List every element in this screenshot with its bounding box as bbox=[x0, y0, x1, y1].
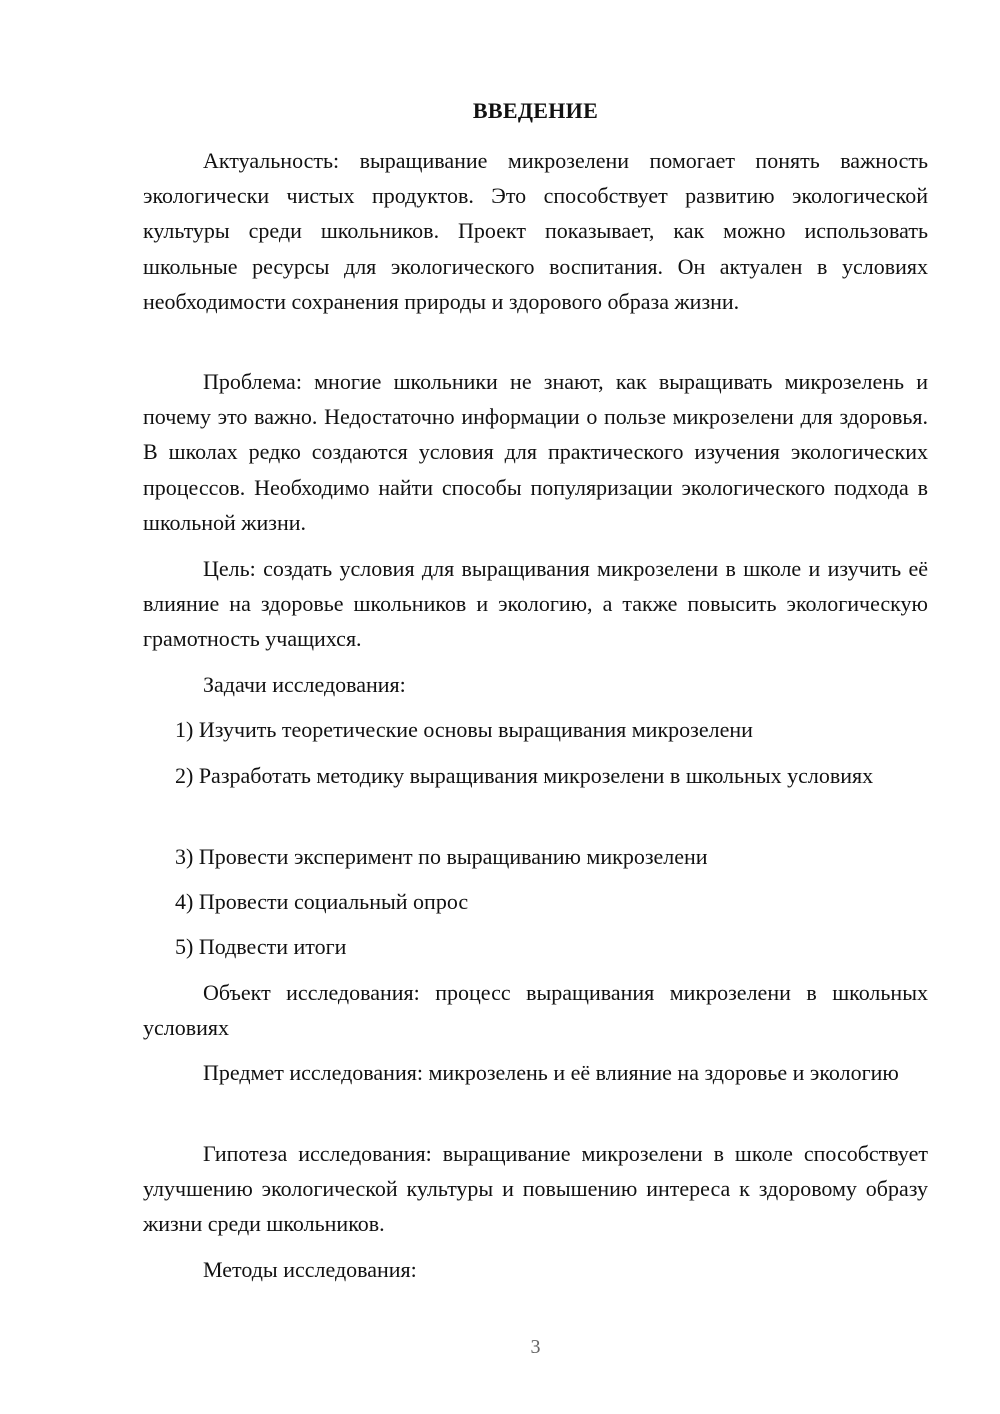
paragraph-hypothesis: Гипотеза исследования: выращивание микрозелени в школе способствует улучшению экологической культуры и повышению интереса к здоровому образу жизни среди школьников. bbox=[143, 1141, 928, 1237]
task-item-1: 1) Изучить теоретические основы выращивания микрозелени bbox=[175, 717, 753, 742]
paragraph-subject: Предмет исследования: микрозелень и её влияние на здоровье и экологию bbox=[203, 1060, 899, 1085]
methods-heading: Методы исследования: bbox=[203, 1257, 417, 1282]
paragraph-object: Объект исследования: процесс выращивания микрозелени в школьных условиях bbox=[143, 980, 928, 1041]
task-item-4: 4) Провести социальный опрос bbox=[175, 889, 469, 914]
tasks-heading: Задачи исследования: bbox=[203, 672, 406, 697]
task-item-2: 2) Разработать методику выращивания микрозелени в школьных условиях bbox=[175, 763, 874, 788]
task-item-3: 3) Провести эксперимент по выращиванию микрозелени bbox=[175, 844, 708, 869]
paragraph-relevance: Актуальность: выращивание микрозелени помогает понять важность экологически чистых продуктов. Это способствует развитию экологической культуры среди школьников. Проект показывает, как можно использовать школьные ресурсы для экологического воспитания. Он актуален в условиях необходимости сохранения природы и здорового образа жизни. bbox=[143, 148, 928, 314]
page-number: 3 bbox=[530, 1336, 541, 1358]
page-title: ВВЕДЕНИЕ bbox=[472, 98, 599, 123]
task-item-5: 5) Подвести итоги bbox=[175, 934, 347, 959]
paragraph-problem: Проблема: многие школьники не знают, как выращивать микрозелень и почему это важно. Недостаточно информации о пользе микрозелени для здоровья. В школах редко создаются условия для практического изучения экологических процессов. Необходимо найти способы популяризации экологического подхода в школьной жизни. bbox=[143, 369, 928, 535]
paragraph-goal: Цель: создать условия для выращивания микрозелени в школе и изучить её влияние на здоровье школьников и экологию, а также повысить экологическую грамотность учащихся. bbox=[143, 556, 928, 652]
